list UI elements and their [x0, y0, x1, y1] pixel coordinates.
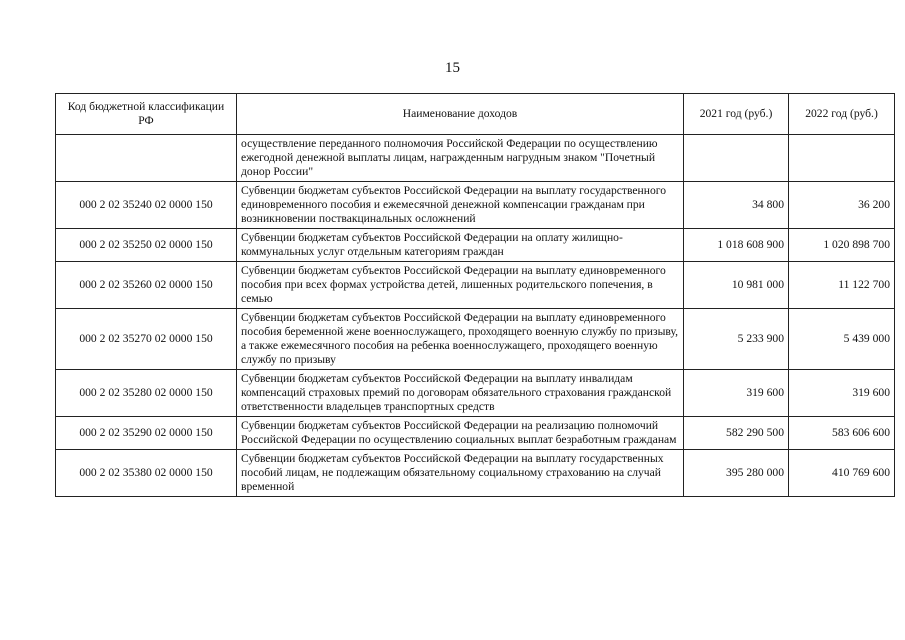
table-header-row	[56, 94, 895, 135]
row-amount-2021: 10 981 000	[684, 262, 789, 309]
row-amount-2022: 583 606 600	[789, 417, 895, 450]
table-row	[56, 450, 895, 497]
row-name: Субвенции бюджетам субъектов Российской Федерации на оплату жилищно-коммунальных услуг отдельным категориям граждан	[237, 229, 684, 262]
budget-revenue-table	[55, 93, 895, 497]
row-name: Субвенции бюджетам субъектов Российской Федерации на выплату единовременного пособия при всех формах устройства детей, лишенных родительского попечения, в семью	[237, 262, 684, 309]
row-code: 000 2 02 35380 02 0000 150	[56, 450, 237, 497]
row-name: Субвенции бюджетам субъектов Российской Федерации на выплату инвалидам компенсаций страховых премий по договорам обязательного страхования гражданской ответственности владельцев транспортных средств	[237, 370, 684, 417]
header-name: Наименование доходов	[237, 94, 684, 135]
row-amount-2022: 36 200	[789, 182, 895, 229]
page-number: 15	[445, 60, 460, 76]
row-name: Субвенции бюджетам субъектов Российской Федерации на реализацию полномочий Российской Федерации по осуществлению социальных выплат безработным гражданам	[237, 417, 684, 450]
row-code: 000 2 02 35240 02 0000 150	[56, 182, 237, 229]
row-amount-2021: 319 600	[684, 370, 789, 417]
row-amount-2022: 319 600	[789, 370, 895, 417]
row-amount-2021: 1 018 608 900	[684, 229, 789, 262]
table-row	[56, 182, 895, 229]
header-code: Код бюджетной классификации РФ	[56, 94, 237, 135]
row-code: 000 2 02 35250 02 0000 150	[56, 229, 237, 262]
row-name: Субвенции бюджетам субъектов Российской Федерации на выплату единовременного пособия беременной жене военнослужащего, проходящего военную службу по призыву, а также ежемесячного пособия на ребенка военнослужащего, проходящего военную службу по призыву	[237, 309, 684, 370]
row-amount-2021: 34 800	[684, 182, 789, 229]
row-code	[56, 135, 237, 182]
row-name: осуществление переданного полномочия Российской Федерации по осуществлению ежегодной денежной выплаты лицам, награжденным нагрудным знаком "Почетный донор России"	[237, 135, 684, 182]
header-year-2021: 2021 год (руб.)	[684, 94, 789, 135]
row-code: 000 2 02 35280 02 0000 150	[56, 370, 237, 417]
row-code: 000 2 02 35270 02 0000 150	[56, 309, 237, 370]
row-amount-2021: 395 280 000	[684, 450, 789, 497]
row-code: 000 2 02 35290 02 0000 150	[56, 417, 237, 450]
table-row	[56, 229, 895, 262]
row-amount-2022: 1 020 898 700	[789, 229, 895, 262]
table-row	[56, 262, 895, 309]
table-row	[56, 417, 895, 450]
row-name: Субвенции бюджетам субъектов Российской Федерации на выплату государственных пособий лицам, не подлежащим обязательному социальному страхованию на случай временной	[237, 450, 684, 497]
row-amount-2022: 5 439 000	[789, 309, 895, 370]
row-amount-2022: 11 122 700	[789, 262, 895, 309]
row-amount-2021: 582 290 500	[684, 417, 789, 450]
row-code: 000 2 02 35260 02 0000 150	[56, 262, 237, 309]
table-row	[56, 370, 895, 417]
row-amount-2022: 410 769 600	[789, 450, 895, 497]
header-year-2022: 2022 год (руб.)	[789, 94, 895, 135]
row-amount-2021	[684, 135, 789, 182]
table-row	[56, 309, 895, 370]
row-name: Субвенции бюджетам субъектов Российской Федерации на выплату государственного единовременного пособия и ежемесячной денежной компенсации гражданам при возникновении поствакцинальных осложнений	[237, 182, 684, 229]
row-amount-2021: 5 233 900	[684, 309, 789, 370]
table-row	[56, 135, 895, 182]
row-amount-2022	[789, 135, 895, 182]
